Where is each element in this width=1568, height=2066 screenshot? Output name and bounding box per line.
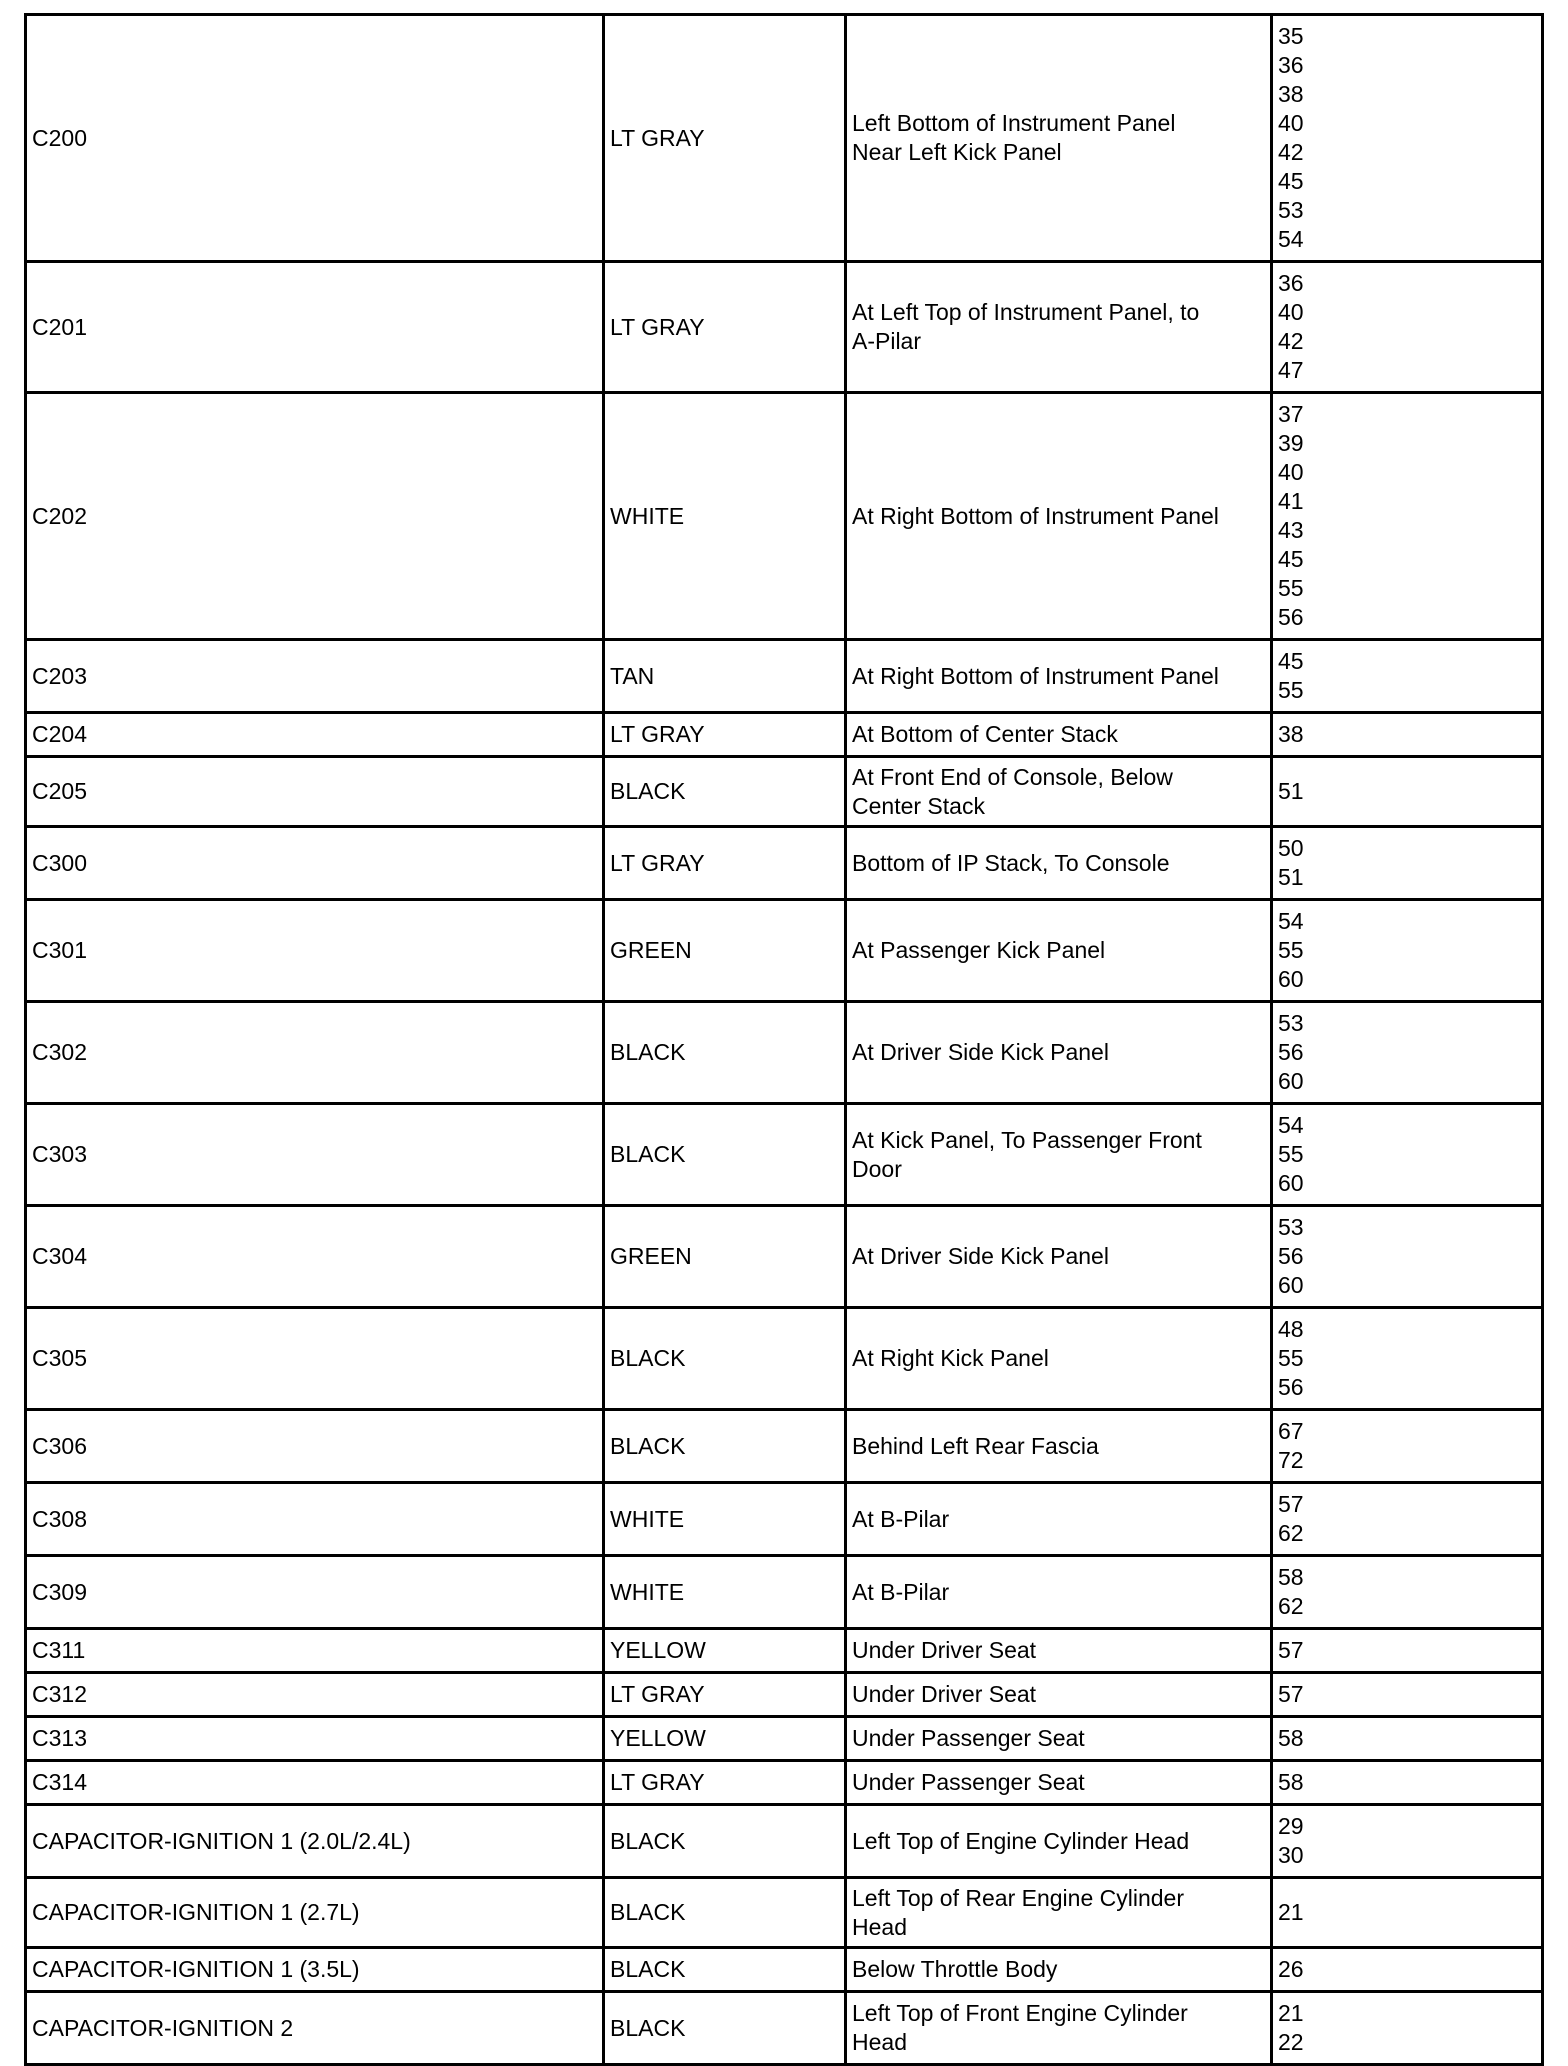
- table-row: [26, 1992, 1543, 2065]
- table-row: [26, 1410, 1543, 1483]
- table-row: [26, 1002, 1543, 1104]
- page-number: 54: [1278, 908, 1304, 934]
- page-numbers-cell: [1272, 1805, 1543, 1878]
- connector-color-cell: WHITE: [604, 1483, 846, 1556]
- location-line: At Driver Side Kick Panel: [852, 1243, 1109, 1269]
- location-line: Left Top of Engine Cylinder Head: [852, 1827, 1190, 1854]
- page-number: 21: [1278, 2000, 1304, 2026]
- table-row: [26, 1104, 1543, 1206]
- page-numbers-cell: [1272, 1717, 1543, 1761]
- location-line: Under Driver Seat: [852, 1681, 1037, 1707]
- page-number: 67: [1278, 1418, 1304, 1444]
- connector-cell: C201: [26, 262, 604, 393]
- location-line: At Front End of Console, Below: [852, 763, 1173, 790]
- location-cell: [846, 713, 1272, 757]
- page-number: 60: [1278, 966, 1304, 992]
- location-cell: [846, 1805, 1272, 1878]
- page-number: 26: [1278, 1956, 1304, 1982]
- location-cell: [846, 1717, 1272, 1761]
- connector-color-cell: BLACK: [604, 1410, 846, 1483]
- location-cell: [846, 757, 1272, 827]
- page-number: 45: [1278, 648, 1304, 674]
- table-body: [26, 15, 1543, 2065]
- page-number: 36: [1278, 270, 1304, 296]
- page-number: 47: [1278, 357, 1304, 383]
- connector-color-cell: YELLOW: [604, 1717, 846, 1761]
- page-number: 57: [1278, 1637, 1304, 1663]
- location-line: Bottom of IP Stack, To Console: [852, 849, 1170, 876]
- location-line: Under Driver Seat: [852, 1637, 1037, 1663]
- connector-cell: C202: [26, 393, 604, 640]
- page-number: 53: [1278, 1010, 1304, 1036]
- connector-cell: C311: [26, 1629, 604, 1673]
- page-number: 22: [1278, 2029, 1304, 2055]
- connector-cell: C308: [26, 1483, 604, 1556]
- location-line: Head: [852, 1913, 907, 1940]
- connector-cell: C200: [26, 15, 604, 262]
- table-row: [26, 1805, 1543, 1878]
- table-row: [26, 1206, 1543, 1308]
- page-number: 21: [1278, 1899, 1304, 1925]
- table-row: [26, 640, 1543, 713]
- location-cell: [846, 900, 1272, 1002]
- page-number: 39: [1278, 430, 1304, 456]
- connector-color-cell: BLACK: [604, 1992, 846, 2065]
- connector-color-cell: BLACK: [604, 757, 846, 827]
- page-number: 58: [1278, 1725, 1304, 1751]
- page-numbers-cell: [1272, 757, 1543, 827]
- page-numbers-cell: [1272, 640, 1543, 713]
- location-line: Left Bottom of Instrument Panel: [852, 110, 1176, 136]
- page-numbers-cell: [1272, 1673, 1543, 1717]
- location-line: At Bottom of Center Stack: [852, 721, 1118, 747]
- location-line: Door: [852, 1155, 902, 1182]
- page-number: 40: [1278, 459, 1304, 485]
- page-number: 30: [1278, 1842, 1304, 1868]
- table-row: [26, 1556, 1543, 1629]
- page-number: 48: [1278, 1316, 1304, 1342]
- page-number: 55: [1278, 575, 1304, 601]
- page-numbers-cell: [1272, 15, 1543, 262]
- connector-cell: C302: [26, 1002, 604, 1104]
- page-number: 29: [1278, 1813, 1304, 1839]
- location-line: Under Passenger Seat: [852, 1769, 1085, 1795]
- connector-color-cell: GREEN: [604, 900, 846, 1002]
- page-number: 55: [1278, 677, 1304, 703]
- location-line: At Driver Side Kick Panel: [852, 1039, 1109, 1065]
- connector-color-cell: BLACK: [604, 1308, 846, 1410]
- page-number: 57: [1278, 1681, 1304, 1707]
- page-number: 55: [1278, 1345, 1304, 1371]
- table-row: [26, 1948, 1543, 1992]
- page-number: 40: [1278, 110, 1304, 136]
- page-number: 37: [1278, 401, 1304, 427]
- page-numbers-cell: [1272, 1483, 1543, 1556]
- connector-color-cell: LT GRAY: [604, 1673, 846, 1717]
- page-numbers-cell: [1272, 1878, 1543, 1948]
- location-line: At Left Top of Instrument Panel, to: [852, 299, 1200, 325]
- location-line: At Right Bottom of Instrument Panel: [852, 502, 1219, 529]
- connector-cell: C312: [26, 1673, 604, 1717]
- page-number: 72: [1278, 1447, 1304, 1473]
- location-line: Near Left Kick Panel: [852, 139, 1062, 165]
- page-number: 56: [1278, 1243, 1304, 1269]
- page-number: 51: [1278, 778, 1304, 804]
- page-number: 54: [1278, 226, 1304, 252]
- page-numbers-cell: [1272, 900, 1543, 1002]
- location-line: Left Top of Rear Engine Cylinder: [852, 1884, 1184, 1911]
- table-row: [26, 1761, 1543, 1805]
- table-row: [26, 900, 1543, 1002]
- page-number: 60: [1278, 1272, 1304, 1298]
- page-numbers-cell: [1272, 1104, 1543, 1206]
- connector-cell: CAPACITOR-IGNITION 1 (2.0L/2.4L): [26, 1805, 604, 1878]
- page-number: 50: [1278, 835, 1304, 861]
- connector-color-cell: LT GRAY: [604, 1761, 846, 1805]
- location-cell: [846, 1761, 1272, 1805]
- connector-color-cell: LT GRAY: [604, 713, 846, 757]
- page-number: 56: [1278, 1039, 1304, 1065]
- connector-color-cell: BLACK: [604, 1805, 846, 1878]
- location-line: At Kick Panel, To Passenger Front: [852, 1126, 1202, 1153]
- page-numbers-cell: [1272, 1410, 1543, 1483]
- connector-color-cell: BLACK: [604, 1948, 846, 1992]
- connector-color-cell: TAN: [604, 640, 846, 713]
- page-number: 60: [1278, 1170, 1304, 1196]
- page-number: 53: [1278, 1214, 1304, 1240]
- page-number: 53: [1278, 197, 1304, 223]
- location-line: Below Throttle Body: [852, 1956, 1058, 1982]
- page-numbers-cell: [1272, 713, 1543, 757]
- page-number: 42: [1278, 139, 1304, 165]
- page-number: 55: [1278, 937, 1304, 963]
- connector-color-cell: YELLOW: [604, 1629, 846, 1673]
- connector-cell: C314: [26, 1761, 604, 1805]
- table-row: [26, 393, 1543, 640]
- table-row: [26, 262, 1543, 393]
- page-number: 42: [1278, 328, 1304, 354]
- table-row: [26, 827, 1543, 900]
- location-cell: [846, 1673, 1272, 1717]
- table-row: [26, 1717, 1543, 1761]
- page-number: 56: [1278, 604, 1304, 630]
- location-cell: [846, 1308, 1272, 1410]
- location-cell: [846, 640, 1272, 713]
- table-row: [26, 1483, 1543, 1556]
- connector-cell: C203: [26, 640, 604, 713]
- page-number: 45: [1278, 168, 1304, 194]
- page-number: 51: [1278, 864, 1304, 890]
- connector-color-cell: LT GRAY: [604, 15, 846, 262]
- page-number: 38: [1278, 81, 1304, 107]
- page-numbers-cell: [1272, 1992, 1543, 2065]
- page-numbers-cell: [1272, 262, 1543, 393]
- location-line: A-Pilar: [852, 328, 922, 354]
- location-cell: [846, 1483, 1272, 1556]
- page-number: 58: [1278, 1769, 1304, 1795]
- location-line: Center Stack: [852, 792, 985, 819]
- page-numbers-cell: [1272, 1761, 1543, 1805]
- connector-cell: C204: [26, 713, 604, 757]
- connector-color-cell: WHITE: [604, 1556, 846, 1629]
- connector-cell: C303: [26, 1104, 604, 1206]
- location-cell: [846, 1948, 1272, 1992]
- table-row: [26, 1673, 1543, 1717]
- location-line: Left Top of Front Engine Cylinder: [852, 2000, 1188, 2026]
- location-line: Head: [852, 2029, 907, 2055]
- page-number: 62: [1278, 1520, 1304, 1546]
- page-number: 45: [1278, 546, 1304, 572]
- page-number: 41: [1278, 488, 1304, 514]
- table-row: [26, 1878, 1543, 1948]
- connector-color-cell: BLACK: [604, 1878, 846, 1948]
- location-cell: [846, 1878, 1272, 1948]
- location-cell: [846, 393, 1272, 640]
- page-number: 36: [1278, 52, 1304, 78]
- connector-color-cell: BLACK: [604, 1104, 846, 1206]
- table-row: [26, 713, 1543, 757]
- connector-cell: C309: [26, 1556, 604, 1629]
- page-number: 40: [1278, 299, 1304, 325]
- page-number: 55: [1278, 1141, 1304, 1167]
- location-cell: [846, 1206, 1272, 1308]
- table-row: [26, 1629, 1543, 1673]
- connector-color-cell: GREEN: [604, 1206, 846, 1308]
- page-number: 43: [1278, 517, 1304, 543]
- page-number: 38: [1278, 721, 1304, 747]
- page-numbers-cell: [1272, 393, 1543, 640]
- location-cell: [846, 1104, 1272, 1206]
- page-numbers-cell: [1272, 1002, 1543, 1104]
- page-number: 54: [1278, 1112, 1304, 1138]
- location-cell: [846, 1002, 1272, 1104]
- location-cell: [846, 15, 1272, 262]
- page-numbers-cell: [1272, 1948, 1543, 1992]
- table-row: [26, 757, 1543, 827]
- page-numbers-cell: [1272, 1206, 1543, 1308]
- location-line: At B-Pilar: [852, 1505, 950, 1532]
- page-number: 57: [1278, 1491, 1304, 1517]
- location-cell: [846, 1629, 1272, 1673]
- connector-cell: CAPACITOR-IGNITION 1 (2.7L): [26, 1878, 604, 1948]
- page-number: 62: [1278, 1593, 1304, 1619]
- location-line: Under Passenger Seat: [852, 1725, 1085, 1751]
- page-number: 35: [1278, 23, 1304, 49]
- table-row: [26, 1308, 1543, 1410]
- connector-cell: CAPACITOR-IGNITION 2: [26, 1992, 604, 2065]
- connector-cell: C205: [26, 757, 604, 827]
- location-cell: [846, 827, 1272, 900]
- location-cell: [846, 1556, 1272, 1629]
- location-line: At Passenger Kick Panel: [852, 937, 1106, 963]
- location-cell: [846, 1992, 1272, 2065]
- connector-cell: CAPACITOR-IGNITION 1 (3.5L): [26, 1948, 604, 1992]
- connector-color-cell: WHITE: [604, 393, 846, 640]
- connector-cell: C300: [26, 827, 604, 900]
- location-line: At Right Bottom of Instrument Panel: [852, 662, 1219, 689]
- connector-cell: C304: [26, 1206, 604, 1308]
- page-numbers-cell: [1272, 1308, 1543, 1410]
- location-cell: [846, 262, 1272, 393]
- connector-cell: C305: [26, 1308, 604, 1410]
- location-cell: [846, 1410, 1272, 1483]
- page-numbers-cell: [1272, 1556, 1543, 1629]
- page-number: 58: [1278, 1564, 1304, 1590]
- connector-cell: C306: [26, 1410, 604, 1483]
- connector-color-cell: LT GRAY: [604, 827, 846, 900]
- location-line: At B-Pilar: [852, 1578, 950, 1605]
- connector-table: [24, 13, 1544, 2066]
- connector-color-cell: BLACK: [604, 1002, 846, 1104]
- table-row: [26, 15, 1543, 262]
- page-number: 56: [1278, 1374, 1304, 1400]
- connector-cell: C313: [26, 1717, 604, 1761]
- page-numbers-cell: [1272, 1629, 1543, 1673]
- location-line: Behind Left Rear Fascia: [852, 1432, 1099, 1459]
- connector-color-cell: LT GRAY: [604, 262, 846, 393]
- page-numbers-cell: [1272, 827, 1543, 900]
- connector-cell: C301: [26, 900, 604, 1002]
- location-line: At Right Kick Panel: [852, 1345, 1049, 1371]
- page-number: 60: [1278, 1068, 1304, 1094]
